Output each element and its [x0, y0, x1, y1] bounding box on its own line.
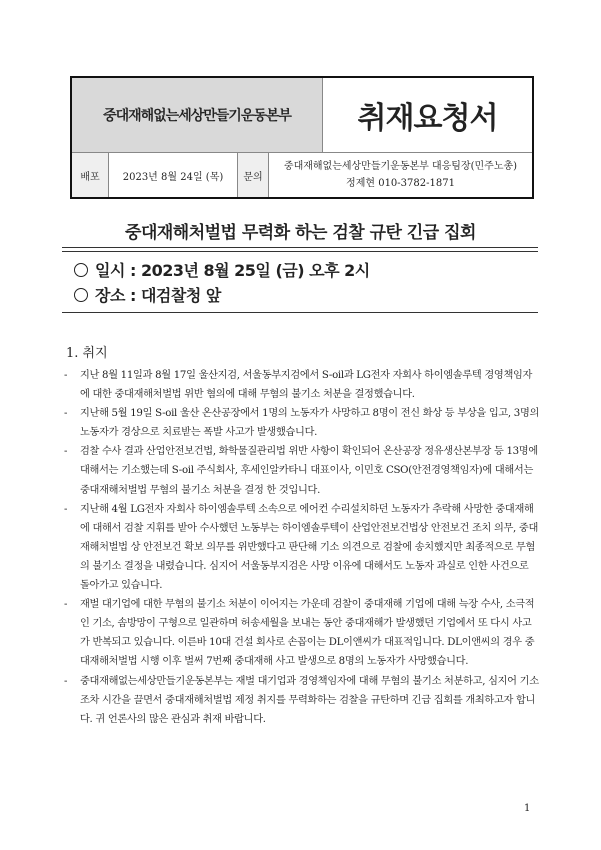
list-item-text: 지난해 4월 LG전자 자회사 하이엠솔루텍 소속으로 에어컨 수리설치하던 노동자가 추락해 사망한 중대재해에 대해서 검찰 지휘를 받아 수사했던 노동부는 하이엠솔루텍이 산업안전보건법상 안전보건 조치 의무, 중대재해처벌법 상 안전보건 확보 의무를 위반했다고 판단해 기소 의견으로 검찰에 송치했지만 최종적으로 무혐의 불기소 결정을 내렸습니다. 심지어 서울동부지검은 사망 이유에 대해서도 노동자 과실로 인한 사건으로 돌아가고 있습니다.	[80, 503, 539, 592]
list-item-text: 재벌 대기업에 대한 무혐의 불기소 처분이 이어지는 가운데 검찰이 중대재해 기업에 대해 늑장 수사, 소극적인 기소, 솜방망이 구형으로 일관하며 허송세월을 보내는 동안 중대재해가 발생했던 기업에서 또 다시 사고가 반복되고 있습니다. 이른바 10대 건설 회사로 손꼽이는 DL이앤씨가 대표적입니다. DL이앤씨의 경우 중대재해처벌법 시행 이후 벌써 7번째 중대재해 사고 발생으로 8명의 노동자가 사망했습니다.	[80, 599, 535, 668]
list-item	[62, 404, 540, 442]
list-item	[62, 595, 540, 671]
dash-marker: -	[64, 408, 68, 420]
divider	[62, 312, 538, 313]
dash-marker: -	[64, 370, 68, 381]
list-item-text: 중대재해없는세상만들기운동본부는 재벌 대기업과 경영책임자에 대해 무혐의 불기소 처분하고, 심지어 기소 조차 시간을 끌면서 중대재해처벌법 제정 취지를 무력화하는 검찰을 규탄하며 긴급 집회를 개최하고자 합니다. 귀 언론사의 많은 관심과 취재 바랍니다.	[80, 675, 539, 725]
double-divider	[62, 247, 538, 252]
document-type-title: 취재요청서	[357, 101, 498, 136]
list-item	[62, 366, 540, 404]
contact-line-2: 정제현 010-3782-1871	[346, 178, 455, 189]
header-info-row	[72, 153, 532, 197]
list-item-text: 검찰 수사 결과 산업안전보건법, 화학물질관리법 위반 사항이 확인되어 온산공장 정유생산본부장 등 13명에 대해서는 기소했는데 S-oil 주식회사, 후세인알카타니 대표이사, 이민호 CSO(안전경영책임자)에 대해서는 중대재해처벌법 무혐의 불기소 처분을 결정 한 것입니다.	[80, 446, 538, 496]
press-header-table	[70, 76, 534, 199]
list-item	[62, 442, 540, 499]
list-item	[62, 500, 540, 595]
section-title: 1. 취지	[66, 346, 108, 361]
org-name: 중대재해없는세상만들기운동본부	[72, 78, 323, 152]
header-top-row	[72, 78, 532, 153]
dash-marker: -	[64, 599, 68, 611]
distribution-label: 배포	[72, 153, 109, 197]
contact-label: 문의	[238, 153, 269, 197]
list-item	[62, 672, 540, 729]
list-item-text: 지난 8월 11일과 8월 17일 울산지검, 서울동부지검에서 S-oil과 LG전자 자회사 하이엠솔루텍 경영책임자에 대한 중대재해처벌법 위반 혐의에 대해 무혐의 불기소 처분을 결정했습니다.	[80, 370, 533, 401]
event-title: 중대재해처벌법 무력화 하는 검찰 규탄 긴급 집회	[125, 223, 476, 243]
contact-info	[269, 153, 532, 197]
event-place: 장소 : 대검찰청 앞	[95, 286, 221, 305]
contact-line-1: 중대재해없는세상만들기운동본부 대응팀장(민주노총)	[283, 161, 518, 172]
distribution-date: 2023년 8월 24일 (목)	[109, 153, 238, 197]
dash-marker: -	[64, 503, 68, 515]
purpose-list	[62, 366, 540, 729]
event-datetime: 일시 : 2023년 8월 25일 (금) 오후 2시	[95, 261, 370, 280]
page-number: 1	[524, 803, 531, 814]
dash-marker: -	[64, 675, 68, 687]
event-datetime-line	[74, 258, 370, 281]
circle-bullet-icon	[74, 263, 88, 277]
dash-marker: -	[64, 446, 68, 458]
event-place-line	[74, 283, 221, 306]
list-item-text: 지난해 5월 19일 S-oil 울산 온산공장에서 1명의 노동자가 사망하고 8명이 전신 화상 등 부상을 입고, 3명의 노동자가 경상으로 치료받는 폭발 사고가 발생했습니다.	[80, 408, 540, 439]
circle-bullet-icon	[74, 288, 88, 302]
